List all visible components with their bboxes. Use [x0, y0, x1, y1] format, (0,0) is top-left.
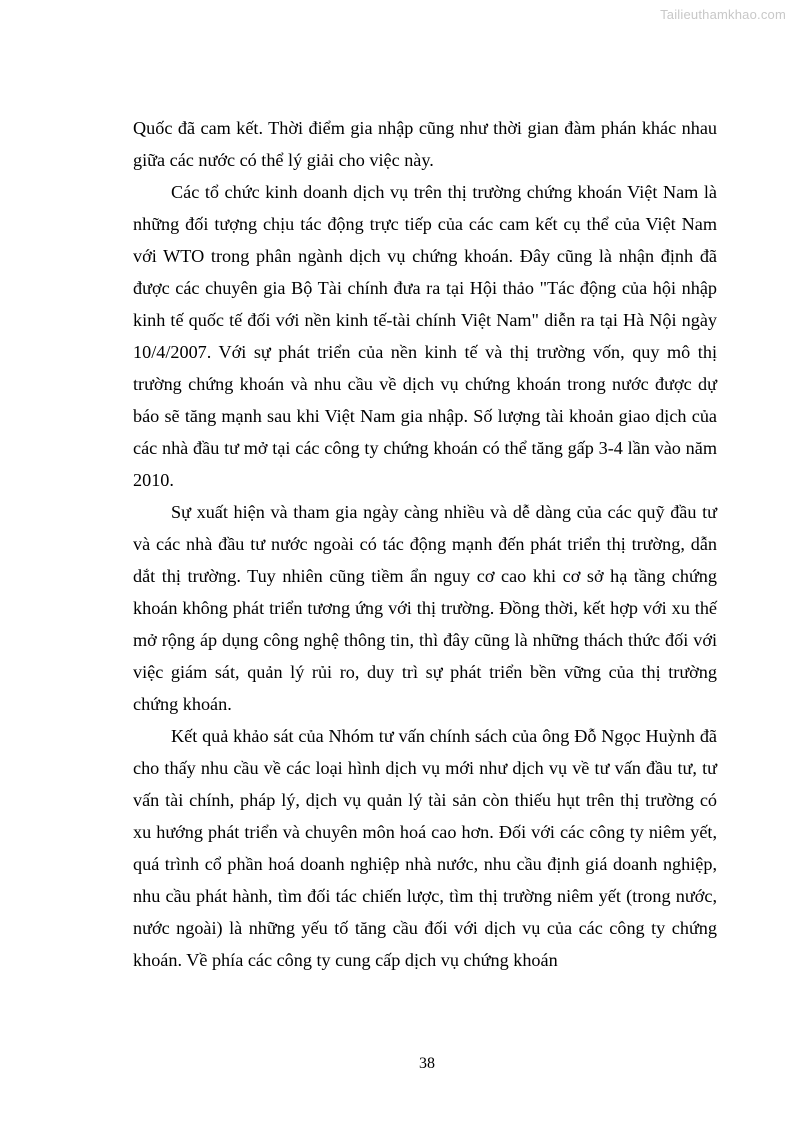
paragraph-2: Các tổ chức kinh doanh dịch vụ trên thị trường chứng khoán Việt Nam là những đối tượng chịu tác động trực tiếp của các cam kết cụ thể của Việt Nam với WTO trong phân ngành dịch vụ chứng khoán. Đây cũng là nhận định đã được các chuyên gia Bộ Tài chính đưa ra tại Hội thảo "Tác động của hội nhập kinh tế quốc tế đối với nền kinh tế-tài chính Việt Nam" diễn ra tại Hà Nội ngày 10/4/2007. Với sự phát triển của nền kinh tế và thị trường vốn, quy mô thị trường chứng khoán và nhu cầu về dịch vụ chứng khoán trong nước được dự báo sẽ tăng mạnh sau khi Việt Nam gia nhập. Số lượng tài khoản giao dịch của các nhà đầu tư mở tại các công ty chứng khoán có thể tăng gấp 3-4 lần vào năm 2010. [133, 182, 717, 490]
page-number: 38 [419, 1055, 435, 1072]
watermark: Tailieuthamkhao.com [660, 7, 786, 22]
paragraph-1: Quốc đã cam kết. Thời điểm gia nhập cũng như thời gian đàm phán khác nhau giữa các nước có thể lý giải cho việc này. [133, 118, 717, 170]
paragraph-3: Sự xuất hiện và tham gia ngày càng nhiều và dễ dàng của các quỹ đầu tư và các nhà đầu tư nước ngoài có tác động mạnh đến phát triển thị trường, dẫn dắt thị trường. Tuy nhiên cũng tiềm ẩn nguy cơ cao khi cơ sở hạ tầng chứng khoán không phát triển tương ứng với thị trường. Đồng thời, kết hợp với xu thế mở rộng áp dụng công nghệ thông tin, thì đây cũng là những thách thức đối với việc giám sát, quản lý rủi ro, duy trì sự phát triển bền vững của thị trường chứng khoán. [133, 502, 717, 714]
document-body [133, 112, 717, 976]
paragraph-4: Kết quả khảo sát của Nhóm tư vấn chính sách của ông Đỗ Ngọc Huỳnh đã cho thấy nhu cầu về các loại hình dịch vụ mới như dịch vụ về tư vấn đầu tư, tư vấn tài chính, pháp lý, dịch vụ quản lý tài sản còn thiếu hụt trên thị trường có xu hướng phát triển và chuyên môn hoá cao hơn. Đối với các công ty niêm yết, quá trình cổ phần hoá doanh nghiệp nhà nước, nhu cầu định giá doanh nghiệp, nhu cầu phát hành, tìm đối tác chiến lược, tìm thị trường niêm yết (trong nước, nước ngoài) là những yếu tố tăng cầu đối với dịch vụ của các công ty chứng khoán. Về phía các công ty cung cấp dịch vụ chứng khoán [133, 726, 717, 970]
